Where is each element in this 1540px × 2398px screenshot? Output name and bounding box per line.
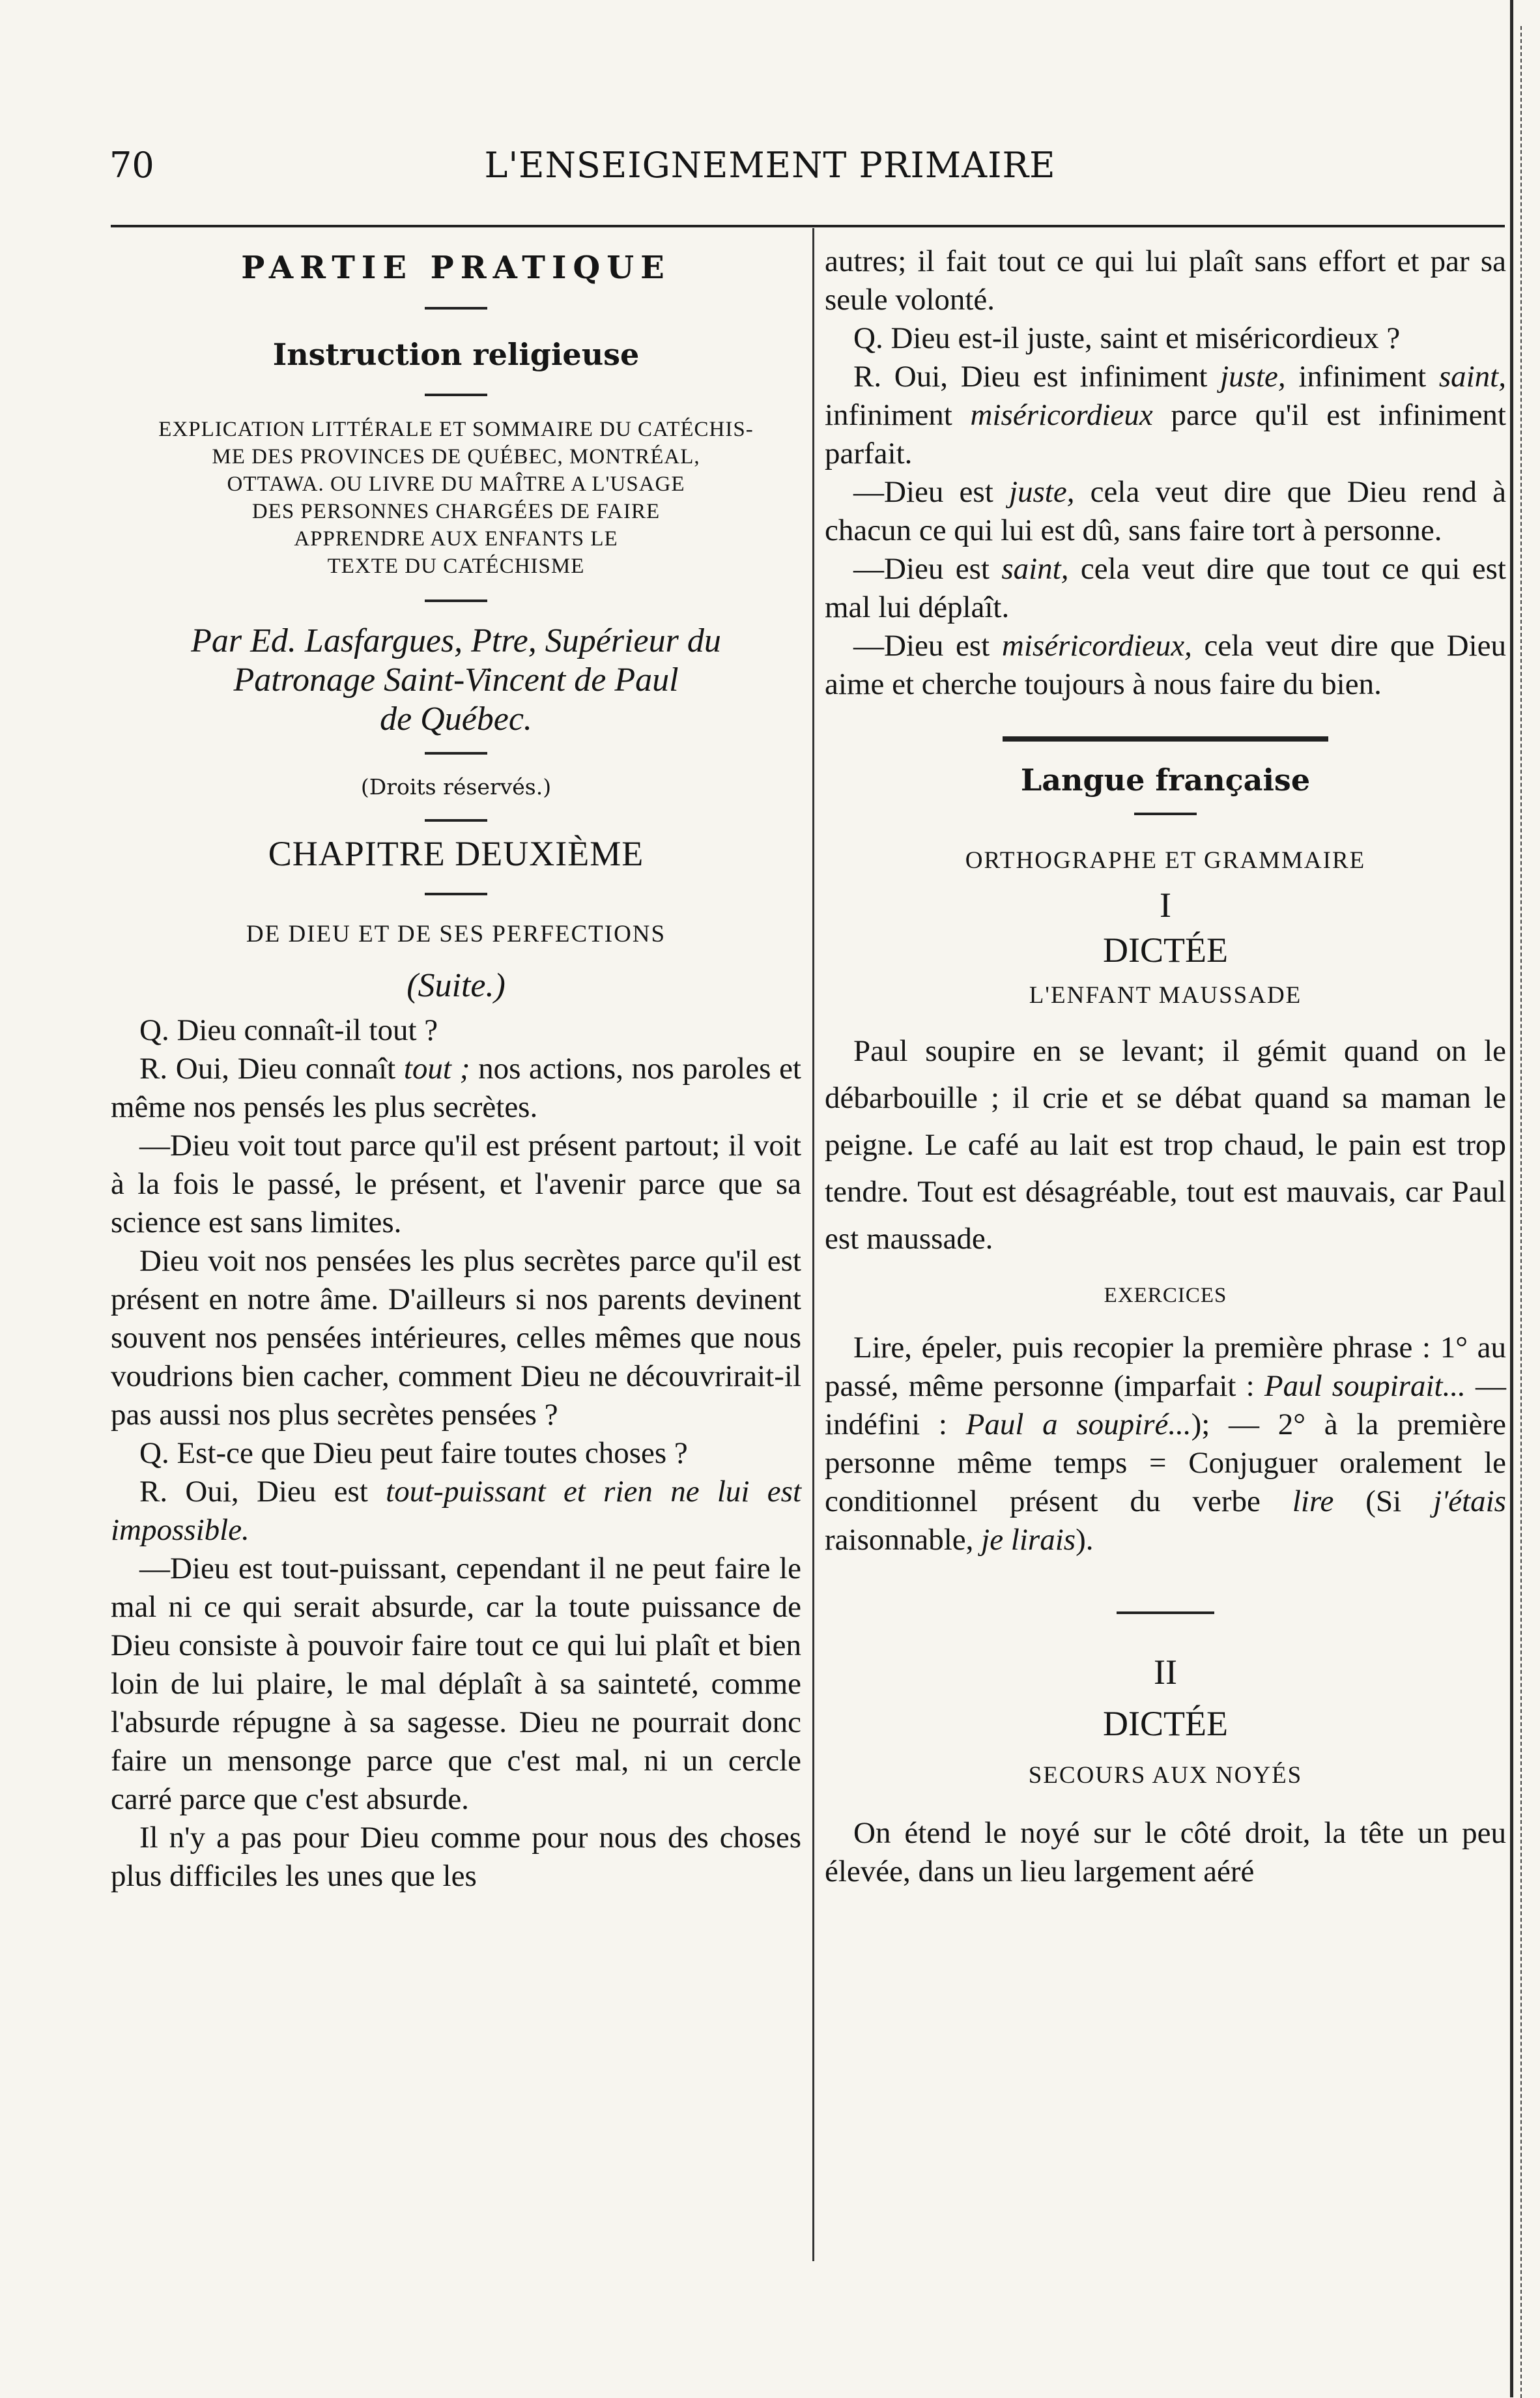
description-line: DES PERSONNES CHARGÉES DE FAIRE [251,500,661,523]
section-break-rule [1003,736,1328,742]
chapter-subtitle: DE DIEU ET DE SES PERFECTIONS [246,921,666,947]
right-column [825,242,1506,1891]
column-divider [812,228,814,2261]
dictee-title: L'ENFANT MAUSSADE [1029,982,1302,1009]
paragraph: —Dieu est miséricordieux, cela veut dire que Dieu aime et cherche toujours à nous faire du bien. [825,629,1506,701]
dictee-heading: DICTÉE [1103,931,1228,970]
description-line: TEXTE DU CATÉCHISME [327,555,585,578]
subsection-title: ORTHOGRAPHE ET GRAMMAIRE [965,847,1366,874]
paragraph: Il n'y a pas pour Dieu comme pour nous des choses plus difficiles les unes que les [111,1821,801,1893]
paragraph: —Dieu voit tout parce qu'il est présent partout; il voit à la fois le passé, le présent, et l'avenir parce que sa science est sans limites. [111,1129,801,1239]
dictee-title: SECOURS AUX NOYÉS [1028,1762,1303,1789]
exercices-heading: EXERCICES [1104,1284,1227,1307]
page-number: 70 [109,145,154,186]
paragraph: Q. Est-ce que Dieu peut faire toutes choses ? [139,1436,688,1470]
paragraph: —Dieu est saint, cela veut dire que tout ce qui est mal lui déplaît. [825,552,1506,624]
chapter-title: CHAPITRE DEUXIÈME [268,834,644,873]
paragraph: R. Oui, Dieu connaît tout ; nos actions, nos paroles et même nos pensés les plus secrètes. [111,1052,801,1124]
running-title: L'ENSEIGNEMENT PRIMAIRE [484,145,1056,186]
roman-numeral: I [1160,886,1171,925]
paragraph: Dieu voit nos pensées les plus secrètes parce qu'il est présent en notre âme. D'ailleurs si nos parents devinent souvent nos pensées intérieures, celles mêmes que nous voudrions bien cacher, comment Dieu ne découvrirait-il pas aussi nos plus secrètes pensées ? [111,1244,801,1432]
paragraph: R. Oui, Dieu est infiniment juste, infiniment saint, infiniment miséricordieux parce qu'il est infiniment parfait. [825,360,1506,470]
description-block [111,416,801,580]
paragraph: —Dieu est tout-puissant, cependant il ne peut faire le mal ni ce qui serait absurde, car la toute puissance de Dieu consiste à pouvoir faire tout ce qui lui plaît et bien loin de lui plaire, le mal déplaît à sa sainteté, comme l'absurde répugne à sa sagesse. Dieu ne pourrait donc faire un mensonge parce que c'est mal, ni un cercle carré parce que c'est absurde. [111,1552,801,1816]
description-line: OTTAWA. OU LIVRE DU MAÎTRE A L'USAGE [227,472,685,496]
dictee-text: Paul soupire en se levant; il gémit quand on le débarbouille ; il crie et se débat quand sa maman le peigne. Le café au lait est trop chaud, le pain est trop tendre. Tout est désagréable, tout est mauvais, car Paul est maussade. [825,1034,1506,1256]
paragraph: Q. Dieu est-il juste, saint et miséricordieux ? [853,321,1401,355]
dictee-text: On étend le noyé sur le côté droit, la tête un peu élevée, dans un lieu largement aéré [825,1816,1506,1888]
author-line: Patronage Saint-Vincent de Paul [233,661,679,699]
exercise-text: Lire, épeler, puis recopier la première phrase : 1° au passé, même personne (imparfait : Paul soupirait... — indéfini : Paul a soupiré...); — 2° à la première personne même temps = Conjuguer oralement le conditionnel présent du verbe lire (Si j'étais raisonnable, je lirais). [825,1331,1506,1557]
section-title: Langue française [1020,762,1311,798]
section-title: PARTIE PRATIQUE [241,250,671,286]
subsection-title: Instruction religieuse [272,337,640,372]
description-line: EXPLICATION LITTÉRALE ET SOMMAIRE DU CATÉCHIS- [158,418,754,441]
left-column [111,242,801,1896]
author-line: de Québec. [380,701,532,738]
rights-note: (Droits réservés.) [360,774,552,800]
header-rule [111,225,1505,227]
description-line: ME DES PROVINCES DE QUÉBEC, MONTRÉAL, [212,445,700,469]
author-line: Par Ed. Lasfargues, Ptre, Supérieur du [191,622,721,659]
paragraph: —Dieu est juste, cela veut dire que Dieu rend à chacun ce qui lui est dû, sans faire tort à personne. [825,475,1506,547]
description-line: APPRENDRE AUX ENFANTS LE [294,527,618,551]
author-block [111,622,801,739]
paragraph: autres; il fait tout ce qui lui plaît sans effort et par sa seule volonté. [825,244,1506,317]
suite-label: (Suite.) [406,967,506,1004]
paragraph: R. Oui, Dieu est tout-puissant et rien ne lui est impossible. [111,1475,802,1547]
dictee-heading: DICTÉE [1103,1704,1228,1743]
page-edge-line [1510,0,1513,2397]
roman-numeral: II [1154,1653,1177,1692]
page-edge-line-dashed [1520,26,1522,2398]
paragraph: Q. Dieu connaît-il tout ? [139,1013,438,1047]
